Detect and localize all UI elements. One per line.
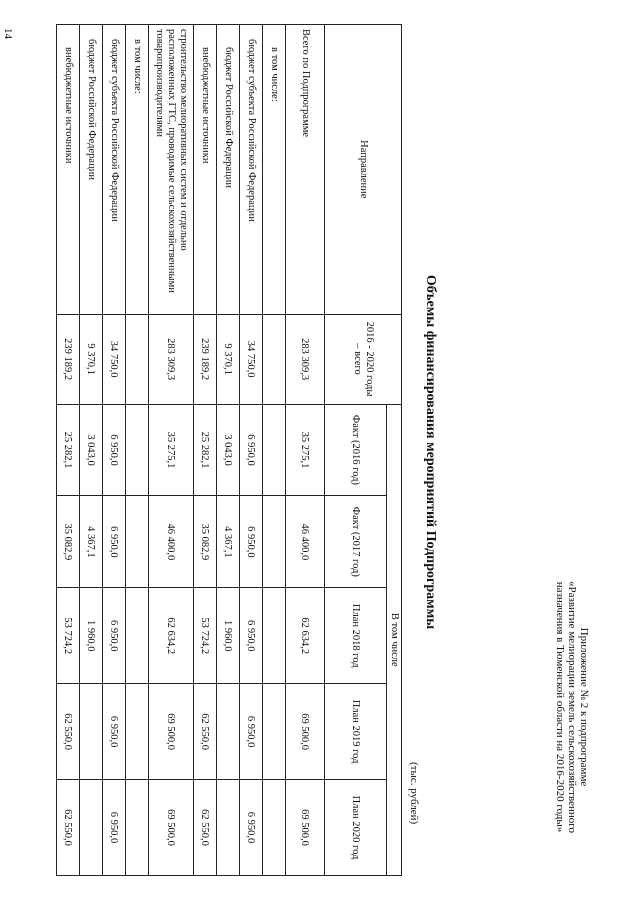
row-value-cell: 283 309,3	[286, 314, 325, 404]
row-value-cell	[126, 780, 149, 876]
row-value-cell: 4 367,1	[217, 496, 240, 588]
row-value-cell: 35 275,1	[286, 404, 325, 496]
row-value-cell: 35 275,1	[149, 404, 194, 496]
rotated-sheet	[40, 2, 600, 902]
row-value-cell: 6 950,0	[103, 780, 126, 876]
table-row	[240, 25, 263, 876]
table-row	[126, 25, 149, 876]
header-including: В том числе	[387, 404, 402, 875]
appendix-line-2: «Развитие мелиорации земель сельскохозяйственного	[566, 581, 578, 833]
row-value-cell: 62 550,0	[194, 684, 217, 780]
row-value-cell: 239 189,2	[57, 314, 80, 404]
row-value-cell: 3 043,0	[217, 404, 240, 496]
row-value-cell	[80, 780, 103, 876]
table-row	[194, 25, 217, 876]
appendix-header	[554, 532, 590, 882]
row-value-cell: 1 960,0	[217, 588, 240, 684]
row-direction-cell: внебюджетные источники	[194, 25, 217, 315]
row-value-cell: 34 750,0	[103, 314, 126, 404]
row-value-cell	[217, 780, 240, 876]
row-value-cell: 69 500,0	[149, 684, 194, 780]
row-value-cell: 283 309,3	[149, 314, 194, 404]
row-value-cell	[263, 780, 286, 876]
row-value-cell: 3 043,0	[80, 404, 103, 496]
table-row	[263, 25, 286, 876]
row-value-cell: 4 367,1	[80, 496, 103, 588]
row-value-cell: 35 082,9	[57, 496, 80, 588]
financing-table	[56, 24, 402, 876]
row-direction-cell: внебюджетные источники	[57, 25, 80, 315]
row-value-cell	[263, 314, 286, 404]
row-value-cell: 46 400,0	[286, 496, 325, 588]
table-row	[57, 25, 80, 876]
row-direction-cell: бюджет Российской Федерации	[80, 25, 103, 315]
row-value-cell	[217, 684, 240, 780]
header-year: План 2020 год	[325, 780, 387, 876]
row-value-cell	[126, 684, 149, 780]
row-value-cell	[126, 496, 149, 588]
row-value-cell	[263, 496, 286, 588]
row-direction-cell: в том числе:	[263, 25, 286, 315]
row-value-cell: 6 950,0	[103, 404, 126, 496]
row-value-cell: 9 370,1	[217, 314, 240, 404]
row-value-cell: 6 950,0	[240, 684, 263, 780]
table-row	[80, 25, 103, 876]
header-year: План 2019 год	[325, 684, 387, 780]
row-value-cell: 62 550,0	[57, 780, 80, 876]
row-direction-cell: Всего по Подпрограмме	[286, 25, 325, 315]
row-value-cell	[263, 588, 286, 684]
row-value-cell	[263, 404, 286, 496]
row-value-cell: 69 500,0	[286, 780, 325, 876]
row-direction-cell: бюджет субъекта Российской Федерации	[240, 25, 263, 315]
row-value-cell: 239 189,2	[194, 314, 217, 404]
table-row	[149, 25, 194, 876]
table-row	[286, 25, 325, 876]
header-year: План 2018 год	[325, 588, 387, 684]
row-value-cell: 53 724,2	[57, 588, 80, 684]
row-value-cell: 6 950,0	[240, 588, 263, 684]
row-value-cell: 69 500,0	[149, 780, 194, 876]
appendix-line-3: назначения в Тюменской области на 2016-2020 годы»	[554, 581, 566, 833]
row-value-cell	[126, 314, 149, 404]
row-value-cell	[126, 588, 149, 684]
row-value-cell: 1 960,0	[80, 588, 103, 684]
row-value-cell: 6 950,0	[103, 684, 126, 780]
row-value-cell: 6 950,0	[240, 404, 263, 496]
row-value-cell	[80, 684, 103, 780]
row-value-cell: 6 950,0	[240, 496, 263, 588]
appendix-line-1: Приложение № 2 к подпрограмме	[578, 627, 590, 787]
row-value-cell: 46 400,0	[149, 496, 194, 588]
row-value-cell: 25 282,1	[57, 404, 80, 496]
row-direction-cell: строительство мелиоративных систем и отдельно расположенных ГТС, проводимые сельскохозяйственными товаропроизводителями	[149, 25, 194, 315]
row-value-cell: 6 950,0	[103, 588, 126, 684]
header-year: Факт (2016 год)	[325, 404, 387, 496]
page-number: 14	[2, 28, 14, 39]
row-value-cell	[263, 684, 286, 780]
row-value-cell: 34 750,0	[240, 314, 263, 404]
row-value-cell: 9 370,1	[80, 314, 103, 404]
row-value-cell	[126, 404, 149, 496]
row-value-cell: 35 082,9	[194, 496, 217, 588]
header-direction: Направление	[325, 25, 402, 315]
row-value-cell: 62 550,0	[194, 780, 217, 876]
row-value-cell: 6 950,0	[103, 496, 126, 588]
row-direction-cell: бюджет Российской Федерации	[217, 25, 240, 315]
table-row	[103, 25, 126, 876]
row-value-cell: 62 550,0	[57, 684, 80, 780]
row-direction-cell: в том числе:	[126, 25, 149, 315]
table-body	[57, 25, 325, 876]
row-value-cell: 69 500,0	[286, 684, 325, 780]
table-row	[217, 25, 240, 876]
row-direction-cell: бюджет субъекта Российской Федерации	[103, 25, 126, 315]
row-value-cell: 25 282,1	[194, 404, 217, 496]
header-year: Факт (2017 год)	[325, 496, 387, 588]
row-value-cell: 6 950,0	[240, 780, 263, 876]
units-label: (тыс. рублей)	[408, 762, 420, 825]
row-value-cell: 53 724,2	[194, 588, 217, 684]
document-title: Объемы финансирования мероприятий Подпрограммы	[423, 274, 438, 630]
header-total: 2016 - 2020 годы – всего	[325, 314, 402, 404]
row-value-cell: 62 634,2	[286, 588, 325, 684]
row-value-cell: 62 634,2	[149, 588, 194, 684]
